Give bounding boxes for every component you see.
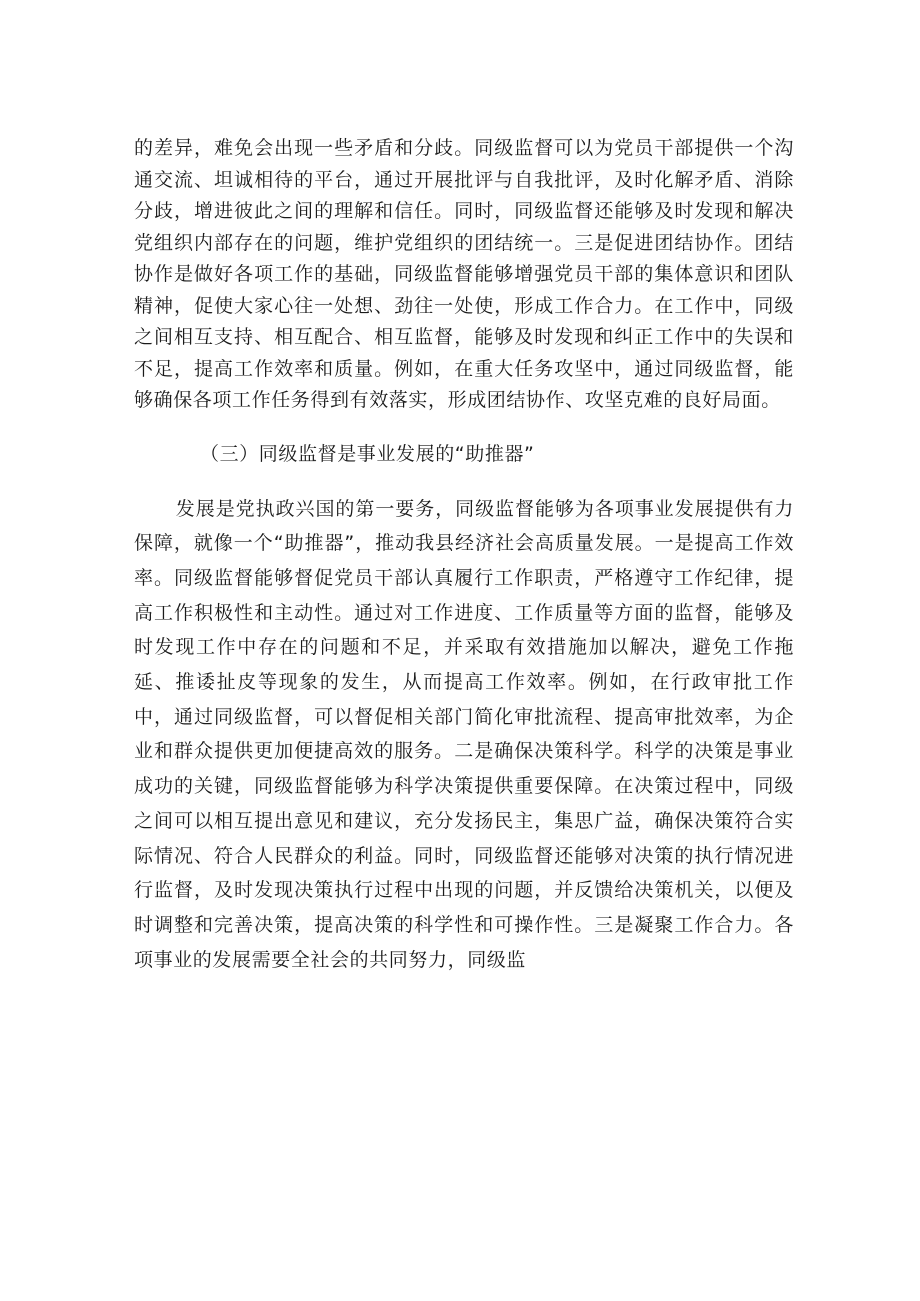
section-heading: （三）同级监督是事业发展的“助推器”: [200, 442, 535, 465]
paragraph-development: 发展是党执政兴国的第一要务，同级监督能够为各项事业发展提供有力保障，就像一个“助推器”，推动我县经济社会高质量发展。一是提高工作效率。同级监督能够督促党员干部认真履行工作职责，严格遵守工作纪律，提高工作积极性和主动性。通过对工作进度、工作质量等方面的监督，能够及时发现工作中存在的问题和不足，并采取有效措施加以解决，避免工作拖延、推诿扯皮等现象的发生，从而提高工作效率。例如，在行政审批工作中，通过同级监督，可以督促相关部门简化审批流程、提高审批效率，为企业和群众提供更加便捷高效的服务。二是确保决策科学。科学的决策是事业成功的关键，同级监督能够为科学决策提供重要保障。在决策过程中，同级之间可以相互提出意见和建议，充分发扬民主，集思广益，确保决策符合实际情况、符合人民群众的利益。同时，同级监督还能够对决策的执行情况进行监督，及时发现决策执行过程中出现的问题，并反馈给决策机关，以便及时调整和完善决策，提高决策的科学性和可操作性。三是凝聚工作合力。各项事业的发展需要全社会的共同努力，同级监: [134, 497, 794, 971]
document-body: [134, 133, 794, 977]
paragraph-continued: 的差异，难免会出现一些矛盾和分歧。同级监督可以为党员干部提供一个沟通交流、坦诚相待的平台，通过开展批评与自我批评，及时化解矛盾、消除分歧，增进彼此之间的理解和信任。同时，同级监督还能够及时发现和解决党组织内部存在的问题，维护党组织的团结统一。三是促进团结协作。团结协作是做好各项工作的基础，同级监督能够增强党员干部的集体意识和团队精神，促使大家心往一处想、劲往一处使，形成工作合力。在工作中，同级之间相互支持、相互配合、相互监督，能够及时发现和纠正工作中的失误和不足，提高工作效率和质量。例如，在重大任务攻坚中，通过同级监督，能够确保各项工作任务得到有效落实，形成团结协作、攻坚克难的良好局面。: [134, 137, 794, 411]
